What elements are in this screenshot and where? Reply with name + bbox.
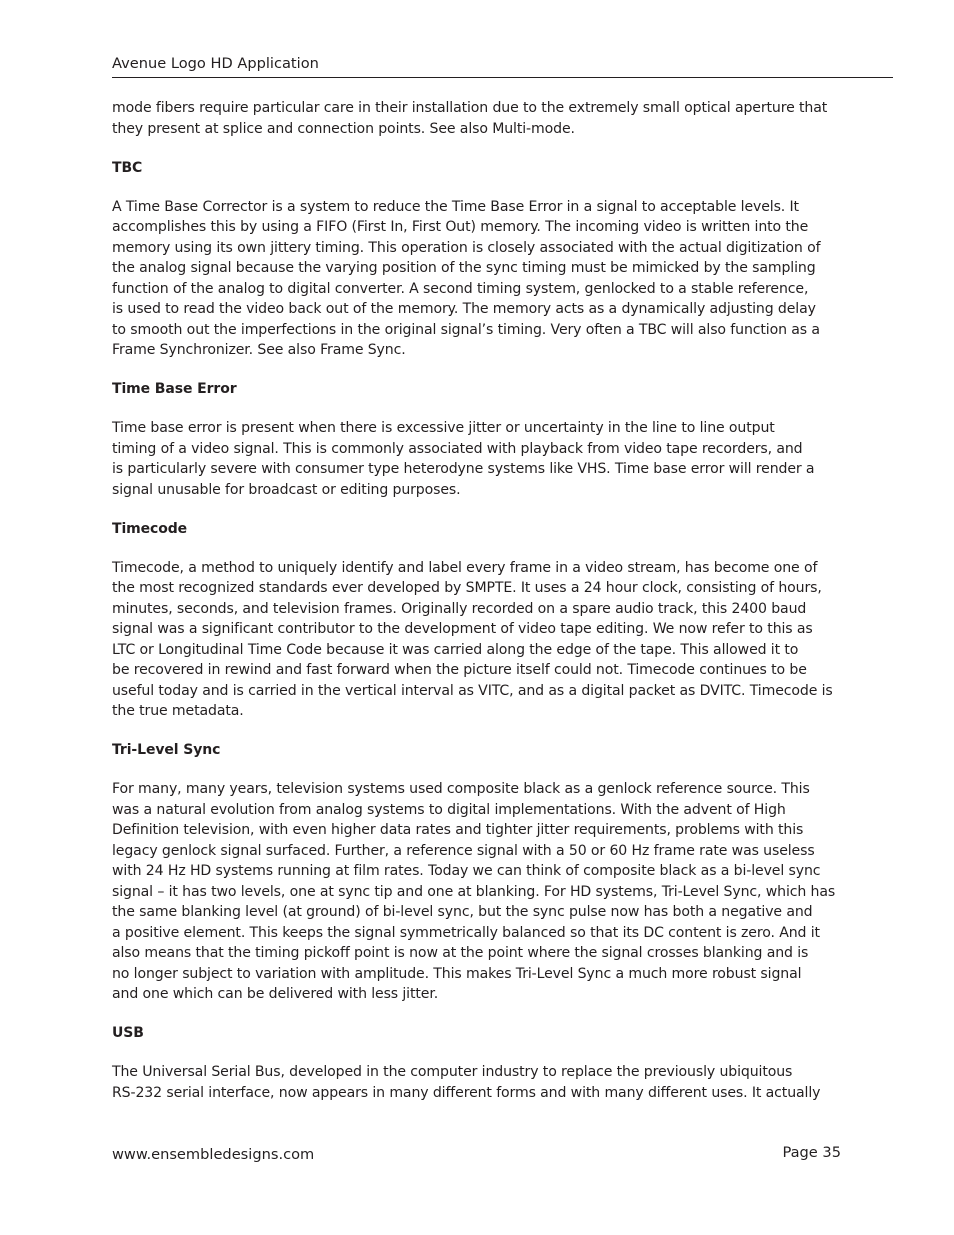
text-line: Time base error is present when there is excessive jitter or uncertainty in the line to line output — [112, 420, 775, 436]
text-line: minutes, seconds, and television frames. Originally recorded on a spare audio track, this 2400 baud — [112, 600, 807, 617]
text-line: A Time Base Corrector is a system to reduce the Time Base Error in a signal to acceptable levels. It — [112, 198, 799, 215]
text-line: is particularly severe with consumer type heterodyne systems like VHS. Time base error will render a — [112, 461, 815, 477]
glossary-entry-usb — [112, 1023, 852, 1103]
text-line: and one which can be delivered with less jitter. — [112, 986, 439, 1002]
text-line: RS-232 serial interface, now appears in many different forms and with many different uses. It actually — [112, 1084, 821, 1101]
text-line: legacy genlock signal surfaced. Further, a reference signal with a 50 or 60 Hz frame rate was useless — [112, 842, 815, 859]
glossary-entry-time-base-error — [112, 379, 852, 500]
entry-definition — [112, 1062, 852, 1103]
text-line: mode fibers require particular care in their installation due to the extremely small optical aperture that — [112, 100, 828, 116]
text-line: accomplishes this by using a FIFO (First In, First Out) memory. The incoming video is written into the — [112, 219, 809, 235]
text-line: was a natural evolution from analog systems to digital implementations. With the advent of High — [112, 801, 786, 818]
text-line: The Universal Serial Bus, developed in the computer industry to replace the previously ubiquitous — [112, 1064, 793, 1080]
entry-heading: Timecode — [112, 520, 188, 537]
entry-definition — [112, 197, 852, 361]
text-line: function of the analog to digital converter. A second timing system, genlocked to a stable reference, — [112, 280, 809, 297]
document-title: Avenue Logo HD Application — [112, 55, 319, 72]
text-line: the analog signal because the varying position of the sync timing must be mimicked by the sampling — [112, 260, 816, 276]
text-line: signal was a significant contributor to the development of video tape editing. We now refer to this as — [112, 621, 813, 637]
entry-heading: USB — [112, 1025, 144, 1041]
text-line: For many, many years, television systems used composite black as a genlock reference source. This — [112, 781, 810, 797]
text-line: also means that the timing pickoff point is now at the point where the signal crosses blanking and is — [112, 945, 809, 961]
text-line: with 24 Hz HD systems running at film rates. Today we can think of composite black as a bi-level sync — [112, 863, 821, 879]
text-line: useful today and is carried in the vertical interval as VITC, and as a digital packet as DVITC. Timecode is — [112, 682, 833, 699]
text-line: to smooth out the imperfections in the original signal’s timing. Very often a TBC will also function as a — [112, 321, 820, 338]
text-line: is used to read the video back out of the memory. The memory acts as a dynamically adjusting delay — [112, 301, 816, 317]
text-line: the most recognized standards ever developed by SMPTE. It uses a 24 hour clock, consisting of hours, — [112, 580, 822, 596]
text-line: Timecode, a method to uniquely identify and label every frame in a video stream, has become one of — [112, 559, 818, 576]
text-line: memory using its own jittery timing. This operation is closely associated with the actual digitization of — [112, 239, 821, 256]
glossary-entry-timecode — [112, 519, 852, 722]
entry-definition — [112, 418, 852, 500]
entry-definition — [112, 558, 852, 722]
page-header — [112, 55, 893, 78]
text-line: the same blanking level (at ground) of bi-level sync, but the sync pulse now has both a negative and — [112, 904, 813, 920]
entry-heading: Tri-Level Sync — [112, 742, 221, 758]
page-number: Page 35 — [782, 1144, 841, 1161]
glossary-entry-tri-level-sync — [112, 740, 852, 1005]
text-line: they present at splice and connection points. See also Multi-mode. — [112, 120, 575, 137]
text-line: Frame Synchronizer. See also Frame Sync. — [112, 342, 406, 358]
text-line: signal – it has two levels, one at sync tip and one at blanking. For HD systems, Tri-Level Sync, which has — [112, 883, 836, 900]
text-line: signal unusable for broadcast or editing purposes. — [112, 481, 461, 498]
intro-paragraph — [112, 98, 852, 139]
text-line: the true metadata. — [112, 703, 244, 719]
text-line: no longer subject to variation with amplitude. This makes Tri-Level Sync a much more robust signal — [112, 965, 802, 982]
text-line: timing of a video signal. This is commonly associated with playback from video tape recorders, and — [112, 440, 803, 457]
entry-definition — [112, 779, 852, 1005]
footer-website-link[interactable]: www.ensembledesigns.com — [112, 1146, 315, 1163]
text-line: Definition television, with even higher data rates and tighter jitter requirements, problems with this — [112, 822, 804, 838]
entry-heading: Time Base Error — [112, 381, 237, 397]
text-line: LTC or Longitudinal Time Code because it was carried along the edge of the tape. This allowed it to — [112, 641, 799, 658]
text-line: be recovered in rewind and fast forward when the picture itself could not. Timecode continues to be — [112, 662, 807, 678]
page-body — [112, 98, 852, 1103]
entry-heading: TBC — [112, 159, 143, 176]
text-line: a positive element. This keeps the signal symmetrically balanced so that its DC content is zero. And it — [112, 924, 820, 941]
glossary-entry-tbc — [112, 158, 852, 361]
